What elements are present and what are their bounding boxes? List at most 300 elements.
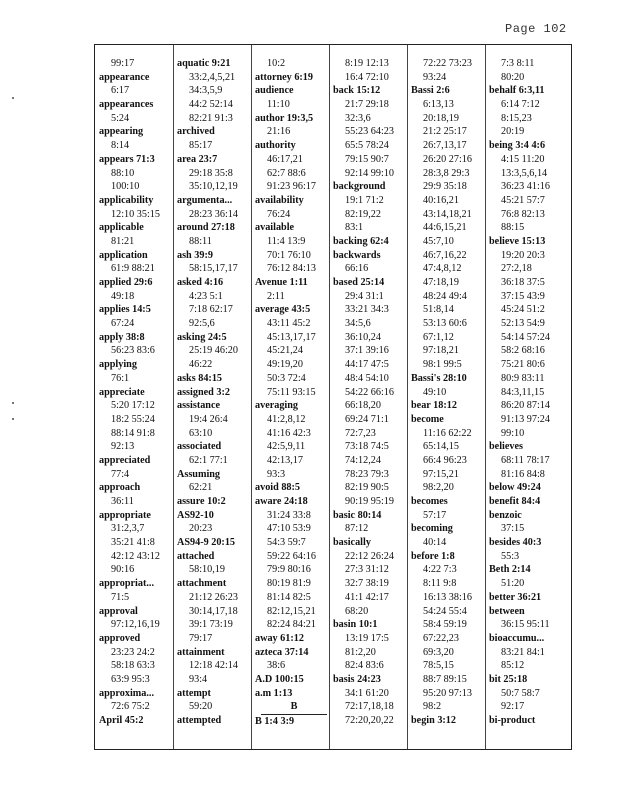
index-reference: 77:4 [111,468,130,480]
index-reference: 37:1 39:16 [345,345,389,357]
index-reference: 52:13 54:9 [501,318,545,330]
index-reference: 78:23 79:3 [345,468,389,480]
index-reference: 34:3,5,9 [189,85,223,97]
index-term: archived [177,126,215,138]
index-reference: 58:18 63:3 [111,660,155,672]
index-term: behalf 6:3,11 [489,85,545,97]
index-reference: 33:2,4,5,21 [189,71,236,83]
index-term: better 36:21 [489,591,542,603]
index-column-6 [489,57,567,728]
index-reference: 76:1 [111,372,130,384]
margin-speck [12,97,14,99]
index-term: asks 84:15 [177,372,223,384]
index-term: aquatic 9:21 [177,58,231,69]
index-reference: 42:5,9,11 [267,441,306,453]
index-term: associated [177,441,222,453]
index-term: Bassi 2:6 [411,85,450,97]
index-reference: 47:18,19 [423,277,459,288]
index-term: April 45:2 [99,715,144,726]
index-term: applying [99,359,137,371]
index-reference: 47:10 53:9 [267,523,311,535]
index-reference: 43:14,18,21 [423,208,472,220]
index-reference: 91:13 97:24 [501,413,550,425]
index-term: appearance [99,71,150,83]
index-reference: 28:3,8 29:3 [423,167,470,179]
index-reference: 2:11 [267,290,285,302]
index-reference: 8:14 [111,140,130,152]
index-term: bear 18:12 [411,400,457,412]
index-reference: 50:7 58:7 [501,687,540,699]
index-reference: 16:4 72:10 [345,71,389,83]
index-reference: 82:24 84:21 [267,619,316,631]
index-reference: 30:14,17,18 [189,605,238,617]
index-term: assure 10:2 [177,496,226,507]
index-column-4 [333,57,411,728]
index-reference: 98:2,20 [423,482,454,494]
index-reference: 54:22 66:16 [345,386,394,398]
index-reference: 4:23 5:1 [189,290,223,302]
index-reference: 72:7,23 [345,427,376,439]
index-reference: 23:23 24:2 [111,646,155,658]
index-reference: 99:10 [501,427,525,439]
index-reference: 32:7 38:19 [345,578,389,590]
index-reference: 35:10,12,19 [189,181,238,193]
index-reference: 16:13 38:16 [423,591,472,603]
index-reference: 45:21,24 [267,345,303,357]
index-reference: 41:2,8,12 [267,413,306,425]
index-reference: 65:14,15 [423,441,459,453]
index-reference: 8:15,23 [501,112,532,124]
index-reference: 54:3 59:7 [267,537,306,549]
index-reference: 82:19 90:5 [345,482,389,494]
index-reference: 59:20 [189,701,213,713]
index-reference: 38:6 [267,660,286,672]
index-reference: 58:4 59:19 [423,619,467,631]
index-reference: 76:8 82:13 [501,208,545,220]
index-term: away 61:12 [255,632,304,644]
index-term: appreciate [99,386,145,398]
index-reference: 20:19 [501,126,525,138]
index-term: attempt [177,687,211,699]
index-reference: 75:11 93:15 [267,386,316,398]
index-term: A.D 100:15 [255,673,304,685]
index-reference: 79:9 80:16 [267,564,311,576]
index-reference: 92:17 [501,701,525,713]
index-term: aware 24:18 [255,496,308,507]
index-term: authority [255,140,296,152]
index-reference: 54:24 55:4 [423,605,467,617]
word-index-table [94,44,572,750]
index-reference: 5:24 [111,112,130,124]
index-term: based 25:14 [333,277,385,288]
index-column-2 [177,57,255,728]
index-reference: 12:10 35:15 [111,208,160,220]
index-term: appreciated [99,454,151,466]
index-term: being 3:4 4:6 [489,140,546,152]
index-reference: 67:1,12 [423,331,454,343]
index-term: around 27:18 [177,222,235,234]
index-reference: 19:1 71:2 [345,194,384,206]
index-reference: 11:4 13:9 [267,235,306,247]
index-reference: 33:21 34:3 [345,304,389,316]
index-reference: 88:11 [189,235,212,247]
index-reference: 80:20 [501,71,525,83]
index-term: ash 39:9 [177,249,213,261]
index-reference: 66:4 96:23 [423,454,467,466]
index-reference: 36:10,24 [345,331,381,343]
index-reference: 29:9 35:18 [423,181,467,193]
index-term: attempted [177,715,222,726]
index-reference: 82:19,22 [345,208,381,220]
index-term: appropriate [99,509,151,521]
index-reference: 54:14 57:24 [501,331,550,343]
index-reference: 29:18 35:8 [189,167,233,179]
index-reference: 88:7 89:15 [423,673,467,685]
index-term: benefit 84:4 [489,496,541,507]
index-reference: 62:7 88:6 [267,167,306,179]
index-reference: 93:4 [189,673,208,685]
index-term: backwards [333,249,381,261]
index-reference: 82:21 91:3 [189,112,233,124]
index-reference: 90:16 [111,564,135,576]
index-reference: 65:5 78:24 [345,140,389,152]
index-term: audience [255,85,294,97]
index-reference: 93:3 [267,468,286,480]
index-reference: 72:20,20,22 [345,715,394,726]
index-reference: 22:12 26:24 [345,550,394,562]
index-reference: 97:18,21 [423,345,459,357]
index-reference: 44:6,15,21 [423,222,467,234]
index-reference: 58:15,17,17 [189,263,238,275]
index-reference: 98:1 99:5 [423,359,462,371]
index-reference: 100:10 [111,181,140,193]
index-reference: 7:3 8:11 [501,58,535,69]
index-reference: 7:18 62:17 [189,304,233,316]
index-reference: 25:19 46:20 [189,345,238,357]
index-reference: 13:3,5,6,14 [501,167,548,179]
index-reference: 97:15,21 [423,468,459,480]
index-reference: 92:13 [111,441,135,453]
index-term: approval [99,605,138,617]
index-term: AS92-10 [177,509,214,521]
index-reference: 56:23 83:6 [111,345,155,357]
index-term: bioaccumu... [489,632,545,644]
index-reference: 68:20 [345,605,369,617]
index-reference: 28:23 36:14 [189,208,238,220]
index-reference: 66:18,20 [345,400,381,412]
index-reference: 11:10 [267,99,290,111]
index-reference: 49:19,20 [267,359,303,371]
index-term: becoming [411,523,453,535]
index-reference: 27:3 31:12 [345,564,389,576]
index-reference: 34:1 61:20 [345,687,389,699]
index-term: approxima... [99,687,155,699]
index-reference: 4:15 11:20 [501,153,545,165]
index-reference: 66:16 [345,263,369,275]
index-reference: 42:13,17 [267,454,303,466]
index-reference: 19:20 20:3 [501,249,545,261]
index-term: benzoic [489,509,522,521]
index-reference: 11:16 62:22 [423,427,472,439]
index-reference: 85:12 [501,660,525,672]
index-reference: 86:20 87:14 [501,400,550,412]
index-term: Assuming [177,468,221,480]
index-reference: 67:24 [111,318,135,330]
index-reference: 88:14 91:8 [111,427,155,439]
index-reference: 79:15 90:7 [345,153,389,165]
index-reference: 40:16,21 [423,194,459,206]
index-term: appearing [99,126,144,138]
index-reference: 95:20 97:13 [423,687,472,699]
index-reference: 36:23 41:16 [501,181,550,193]
index-reference: 45:13,17,17 [267,331,316,343]
index-term: argumenta... [177,194,233,206]
index-term: basin 10:1 [333,619,378,631]
index-term: author 19:3,5 [255,112,314,124]
index-reference: 36:18 37:5 [501,277,545,288]
index-term: area 23:7 [177,153,218,165]
index-term: AS94-9 20:15 [177,537,236,549]
index-reference: 62:21 [189,482,213,494]
index-reference: 76:24 [267,208,291,220]
index-reference: 53:13 60:6 [423,318,467,330]
margin-speck [12,402,14,404]
index-reference: 37:15 43:9 [501,290,545,302]
index-column-1 [99,57,177,728]
index-reference: 58:10,19 [189,564,225,576]
index-term: apply 38:8 [99,331,145,343]
index-reference: 10:2 [267,58,286,69]
index-reference: 81:14 82:5 [267,591,311,603]
index-term: basic 80:14 [333,509,382,521]
index-term: attachment [177,578,227,590]
index-reference: 88:15 [501,222,525,234]
index-reference: 43:11 45:2 [267,318,311,330]
index-term: becomes [411,496,448,507]
index-reference: 31:24 33:8 [267,509,311,521]
index-reference: 19:4 26:4 [189,413,228,425]
index-reference: 98:2 [423,701,442,713]
index-reference: 27:2,18 [501,263,532,275]
index-reference: 41:1 42:17 [345,591,389,603]
index-reference: 49:18 [111,290,135,302]
index-term: attorney 6:19 [255,71,313,83]
index-reference: 68:11 78:17 [501,454,550,466]
index-reference: 91:23 96:17 [267,181,316,193]
index-term: bit 25:18 [489,673,528,685]
index-reference: 6:14 7:12 [501,99,540,111]
index-reference: 12:18 42:14 [189,660,238,672]
index-term: approved [99,632,141,644]
index-reference: 20:23 [189,523,213,535]
index-reference: 69:24 71:1 [345,413,389,425]
section-letter: B [261,700,327,715]
index-reference: 8:19 12:13 [345,58,389,69]
index-term: avoid 88:5 [255,482,300,494]
index-reference: 6:17 [111,85,130,97]
index-reference: 35:21 41:8 [111,537,155,549]
index-column-3 [255,57,333,729]
index-term: appears 71:3 [99,153,155,165]
index-term: applicability [99,194,154,206]
index-reference: 21:12 26:23 [189,591,238,603]
index-reference: 36:11 [111,496,134,507]
index-term: background [333,181,386,193]
page-number: Page 102 [505,22,567,36]
index-reference: 59:22 64:16 [267,550,316,562]
index-term: Avenue 1:11 [255,277,308,288]
index-term: backing 62:4 [333,235,389,247]
index-reference: 85:17 [189,140,213,152]
index-term: begin 3:12 [411,715,456,726]
index-term: before 1:8 [411,550,455,562]
index-reference: 73:18 74:5 [345,441,389,453]
index-reference: 31:2,3,7 [111,523,145,535]
index-term: asked 4:16 [177,277,224,288]
index-reference: 83:21 84:1 [501,646,545,658]
index-reference: 46:7,16,22 [423,249,467,261]
index-reference: 47:4,8,12 [423,263,462,275]
index-reference: 20:18,19 [423,112,459,124]
index-reference: 79:17 [189,632,213,644]
index-reference: 36:15 95:11 [501,619,550,631]
index-reference: 58:2 68:16 [501,345,545,357]
index-term: B 1:4 3:9 [255,716,295,727]
index-term: Beth 2:14 [489,564,531,576]
index-reference: 81:16 84:8 [501,468,545,480]
index-reference: 42:12 43:12 [111,550,160,562]
index-reference: 84:3,11,15 [501,386,545,398]
index-term: believes [489,441,523,453]
index-reference: 70:1 76:10 [267,249,311,261]
index-reference: 99:17 [111,58,135,69]
margin-speck [12,418,14,420]
index-reference: 81:21 [111,235,135,247]
index-reference: 5:20 17:12 [111,400,155,412]
index-reference: 88:10 [111,167,135,179]
index-term: Bassi's 28:10 [411,372,467,384]
index-reference: 74:12,24 [345,454,381,466]
index-reference: 72:22 73:23 [423,58,472,69]
index-reference: 4:22 7:3 [423,564,457,576]
index-reference: 63:9 95:3 [111,673,150,685]
index-reference: 44:2 52:14 [189,99,233,111]
index-term: between [489,605,525,617]
index-reference: 29:4 31:1 [345,290,384,302]
index-reference: 8:11 9:8 [423,578,457,590]
index-term: assigned 3:2 [177,386,230,398]
index-term: appearances [99,99,154,111]
index-reference: 82:4 83:6 [345,660,384,672]
index-term: a.m 1:13 [255,687,293,699]
index-reference: 48:4 54:10 [345,372,389,384]
index-reference: 80:19 81:9 [267,578,311,590]
index-term: basis 24:23 [333,673,381,685]
index-term: applied 29:6 [99,277,153,288]
index-reference: 69:3,20 [423,646,454,658]
index-term: below 49:24 [489,482,541,494]
index-term: availability [255,194,304,206]
index-reference: 63:10 [189,427,213,439]
index-reference: 62:1 77:1 [189,454,228,466]
index-term: applicable [99,222,144,234]
index-reference: 51:20 [501,578,525,590]
index-reference: 82:12,15,21 [267,605,316,617]
index-reference: 26:20 27:16 [423,153,472,165]
index-reference: 26:7,13,17 [423,140,467,152]
index-reference: 45:24 51:2 [501,304,545,316]
index-term: asking 24:5 [177,331,227,343]
index-reference: 32:3,6 [345,112,371,124]
index-reference: 67:22,23 [423,632,459,644]
index-reference: 40:14 [423,537,447,549]
index-reference: 45:7,10 [423,235,454,247]
index-term: applies 14:5 [99,304,151,316]
index-reference: 83:1 [345,222,364,234]
index-reference: 51:8,14 [423,304,454,316]
index-term: approach [99,482,141,494]
index-term: available [255,222,295,234]
index-reference: 55:23 64:23 [345,126,394,138]
index-reference: 72:6 75:2 [111,701,150,713]
index-reference: 50:3 72:4 [267,372,306,384]
index-reference: 6:13,13 [423,99,454,111]
index-reference: 78:5,15 [423,660,454,672]
index-reference: 81:2,20 [345,646,376,658]
index-term: average 43:5 [255,304,311,316]
index-reference: 90:19 95:19 [345,496,394,507]
index-term: assistance [177,400,221,412]
index-term: averaging [255,400,299,412]
index-term: bi-product [489,715,536,726]
index-reference: 92:5,6 [189,318,215,330]
index-reference: 80:9 83:11 [501,372,545,384]
index-term: attainment [177,646,225,658]
index-term: back 15:12 [333,85,381,97]
index-reference: 46:17,21 [267,153,303,165]
index-column-5 [411,57,489,728]
index-term: azteca 37:14 [255,646,309,658]
index-reference: 57:17 [423,509,447,521]
index-reference: 48:24 49:4 [423,290,467,302]
index-reference: 87:12 [345,523,369,535]
index-reference: 61:9 88:21 [111,263,155,275]
index-reference: 39:1 73:19 [189,619,233,631]
index-term: application [99,249,148,261]
index-term: believe 15:13 [489,235,546,247]
index-term: become [411,413,444,425]
index-term: besides 40:3 [489,537,542,549]
index-reference: 71:5 [111,591,130,603]
index-reference: 41:16 42:3 [267,427,311,439]
index-reference: 13:19 17:5 [345,632,389,644]
index-reference: 21:16 [267,126,291,138]
index-reference: 55:3 [501,550,520,562]
index-term: appropriat... [99,578,155,590]
index-reference: 44:17 47:5 [345,359,389,371]
index-reference: 18:2 55:24 [111,413,155,425]
index-reference: 49:10 [423,386,447,398]
index-reference: 37:15 [501,523,525,535]
index-reference: 76:12 84:13 [267,263,316,275]
index-reference: 93:24 [423,71,447,83]
index-term: attached [177,550,215,562]
index-reference: 92:14 99:10 [345,167,394,179]
index-reference: 21:7 29:18 [345,99,389,111]
index-reference: 21:2 25:17 [423,126,467,138]
index-reference: 46:22 [189,359,213,371]
index-reference: 72:17,18,18 [345,701,394,713]
